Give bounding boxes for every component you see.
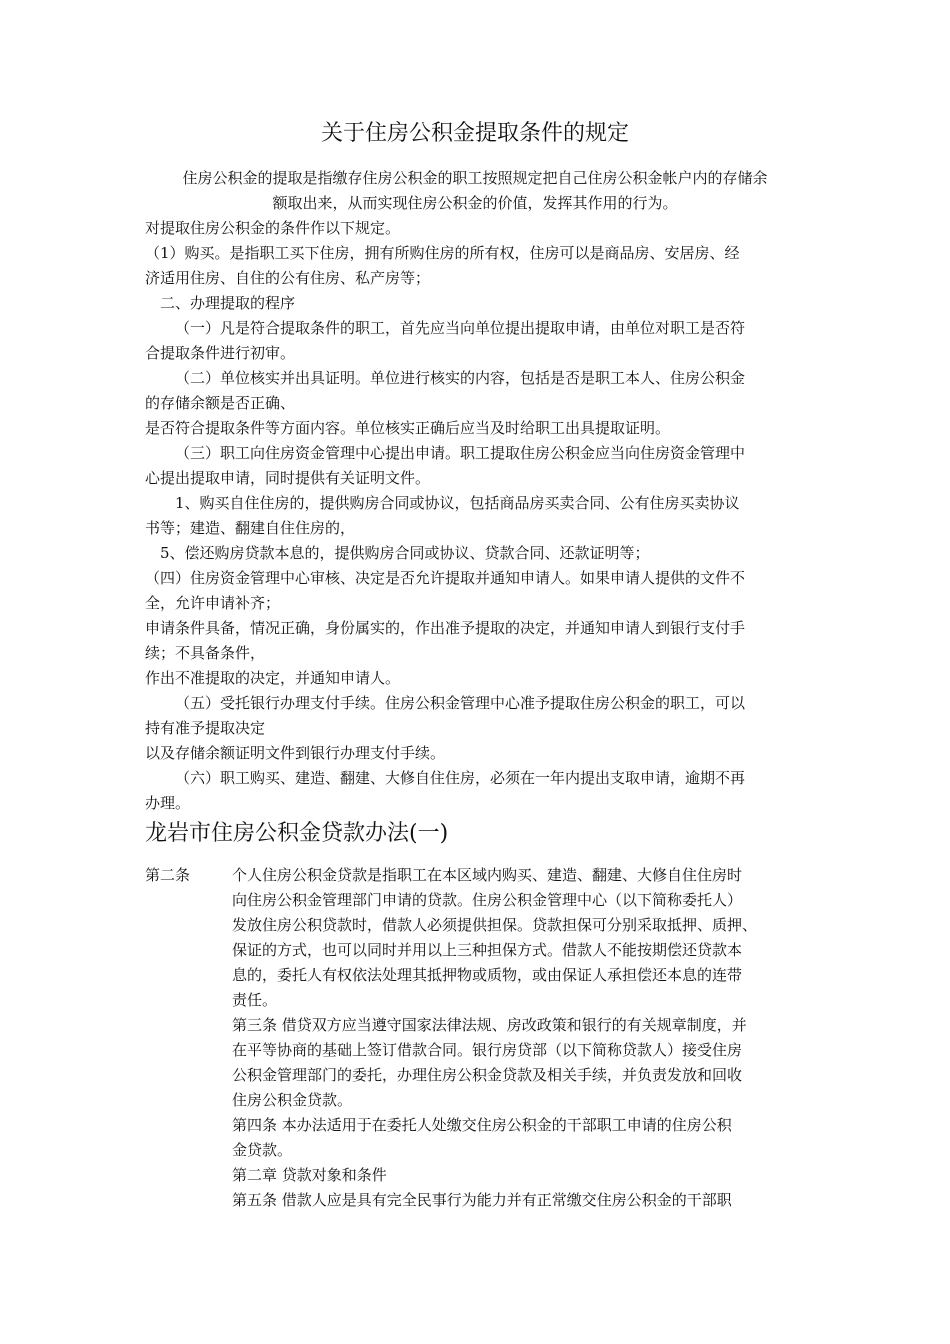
body-line: 办理。: [145, 794, 191, 812]
article-line: 第四条 本办法适用于在委托人处缴交住房公积金的干部职工申请的住房公积: [232, 1116, 732, 1134]
body-line: 持有准予提取决定: [145, 719, 266, 737]
body-line: 心提出提取申请，同时提供有关证明文件。: [145, 469, 431, 487]
intro-line: 额取出来，从而实现住房公积金的价值，发挥其作用的行为。: [272, 194, 678, 212]
body-line: 全，允许申请补齐；: [145, 594, 281, 612]
body-line: （二）单位核实并出具证明。单位进行核实的内容，包括是否是职工本人、住房公积金: [175, 369, 746, 387]
body-line: 以及存储余额证明文件到银行办理支付手续。: [145, 744, 446, 762]
body-line: 续；不具备条件，: [145, 644, 266, 662]
body-line: （五）受托银行办理支付手续。住房公积金管理中心准予提取住房公积金的职工，可以: [175, 694, 746, 712]
article-label: 第二条: [145, 866, 191, 884]
article-line: 向住房公积金管理部门申请的贷款。住房公积金管理中心（以下简称委托人）: [232, 891, 743, 909]
body-line: （六）职工购买、建造、翻建、大修自住住房，必须在一年内提出支取申请，逾期不再: [175, 769, 746, 787]
body-line: （三）职工向住房资金管理中心提出申请。职工提取住房公积金应当向住房资金管理中: [175, 444, 746, 462]
body-line: 1、购买自住住房的，提供购房合同或协议，包括商品房买卖合同、公有住房买卖协议: [175, 494, 740, 512]
document-title: 关于住房公积金提取条件的规定: [320, 121, 629, 146]
article-line: 发放住房公积贷款时，借款人必须提供担保。贷款担保可分别采取抵押、质押、: [232, 916, 758, 934]
article-line: 在平等协商的基础上签订借款合同。银行房贷部（以下简称贷款人）接受住房: [232, 1041, 743, 1059]
body-line: 济适用住房、自住的公有住房、私产房等；: [145, 269, 431, 287]
article-line: 第五条 借款人应是具有完全民事行为能力并有正常缴交住房公积金的干部职: [232, 1191, 732, 1209]
body-line: 书等；建造、翻建自住住房的，: [145, 519, 356, 537]
body-line: 作出不准提取的决定，并通知申请人。: [145, 669, 401, 687]
article-line: 公积金管理部门的委托，办理住房公积金贷款及相关手续，并负责发放和回收: [232, 1066, 743, 1084]
article-line: 金贷款。: [232, 1141, 293, 1159]
article-line: 责任。: [232, 991, 278, 1009]
body-line: （一）凡是符合提取条件的职工，首先应当向单位提出提取申请，由单位对职工是否符: [175, 319, 746, 337]
intro-line: 住房公积金的提取是指缴存住房公积金的职工按照规定把自己住房公积金帐户内的存储余: [182, 169, 768, 187]
article-line: 第二章 贷款对象和条件: [232, 1166, 387, 1184]
body-line: 的存储余额是否正确、: [145, 394, 296, 412]
section-heading: 二、办理提取的程序: [160, 294, 296, 312]
article-line: 住房公积金贷款。: [232, 1091, 353, 1109]
body-line: 是否符合提取条件等方面内容。单位核实正确后应当及时给职工出具提取证明。: [145, 419, 671, 437]
body-line: 申请条件具备，情况正确，身份属实的，作出准予提取的决定，并通知申请人到银行支付手: [145, 619, 746, 637]
body-line: 合提取条件进行初审。: [145, 344, 296, 362]
article-line: 个人住房公积金贷款是指职工在本区域内购买、建造、翻建、大修自住住房时: [232, 866, 743, 884]
article-line: 息的，委托人有权依法处理其抵押物或质物，或由保证人承担偿还本息的连带: [232, 966, 743, 984]
body-line: （1）购买。是指职工买下住房，拥有所购住房的所有权，住房可以是商品房、安居房、经: [145, 244, 740, 262]
body-line: 5、偿还购房贷款本息的，提供购房合同或协议、贷款合同、还款证明等；: [160, 544, 650, 562]
article-line: 保证的方式，也可以同时并用以上三种担保方式。借款人不能按期偿还贷款本: [232, 941, 743, 959]
body-line: 对提取住房公积金的条件作以下规定。: [145, 219, 401, 237]
article-line: 第三条 借贷双方应当遵守国家法律法规、房改政策和银行的有关规章制度，并: [232, 1016, 747, 1034]
section-title: 龙岩市住房公积金贷款办法(一): [145, 821, 449, 846]
body-line: （四）住房资金管理中心审核、决定是否允许提取并通知申请人。如果申请人提供的文件不: [145, 569, 746, 587]
